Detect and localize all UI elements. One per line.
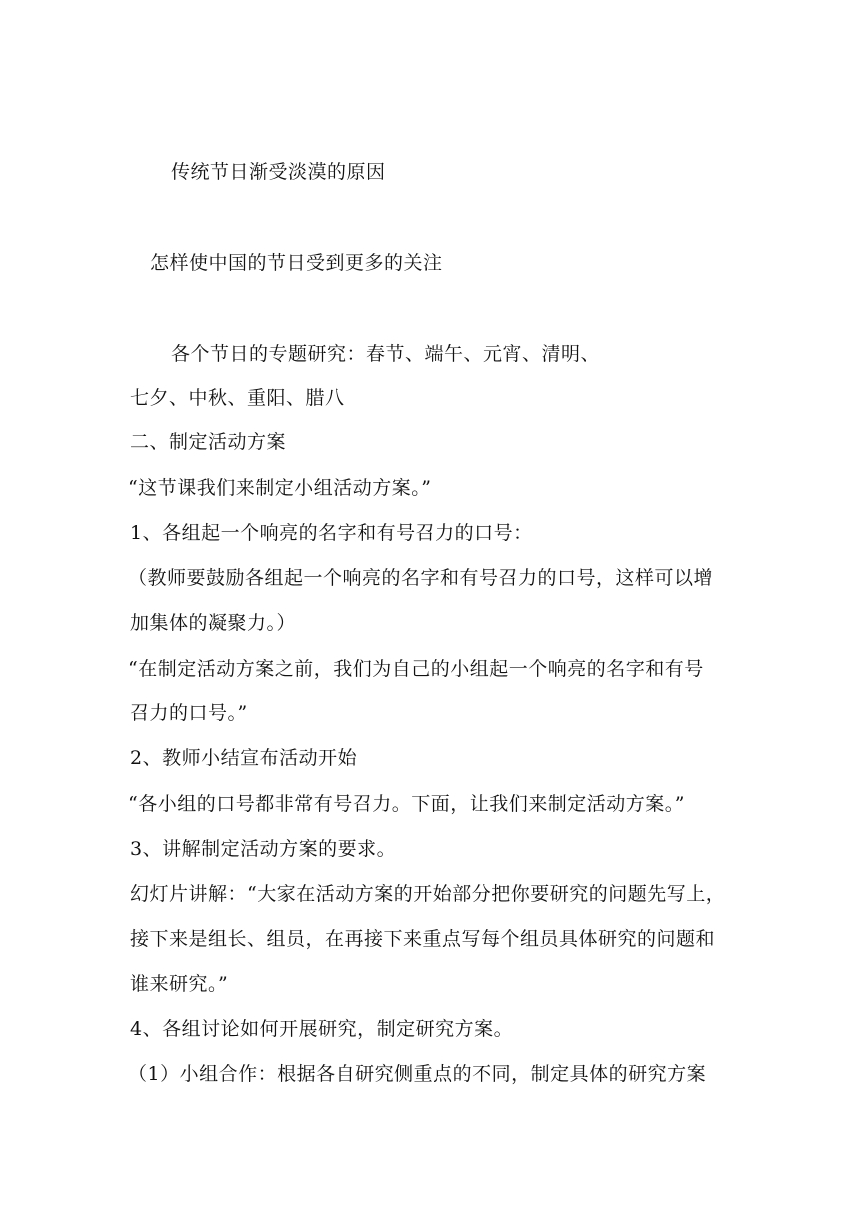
text-line: 1、各组起一个响亮的名字和有号召力的口号： [130,522,533,544]
text-line: “这节课我们来制定小组活动方案。” [128,477,432,499]
text-line: （1）小组合作：根据各自研究侧重点的不同，制定具体的研究方案 [128,1063,707,1085]
section-heading: 二、制定活动方案 [130,431,287,453]
text-line: 4、各组讨论如何开展研究，制定研究方案。 [130,1018,514,1040]
text-line: “各小组的口号都非常有号召力。下面，让我们来制定活动方案。” [128,793,685,815]
text-line: 接下来是组长、组员，在再接下来重点写每个组员具体研究的问题和 [130,928,716,950]
text-line: 传统节日渐受淡漠的原因 [171,161,386,183]
text-line: 谁来研究。” [130,973,229,995]
text-line: 召力的口号。” [130,702,248,724]
text-line: 各个节日的专题研究：春节、端午、元宵、清明、 [171,343,601,365]
text-line: “在制定活动方案之前，我们为自己的小组起一个响亮的名字和有号 [128,658,704,680]
text-line: 怎样使中国的节日受到更多的关注 [150,252,443,274]
text-line: 七夕、中秋、重阳、腊八 [130,387,345,409]
text-line: 2、教师小结宣布活动开始 [130,747,358,769]
text-line: （教师要鼓励各组起一个响亮的名字和有号召力的口号，这样可以增 [128,567,714,589]
text-line: 3、讲解制定活动方案的要求。 [130,838,397,860]
text-line: 加集体的凝聚力。） [130,612,297,634]
text-line: 幻灯片讲解：“大家在活动方案的开始部分把你要研究的问题先写上， [130,883,726,905]
